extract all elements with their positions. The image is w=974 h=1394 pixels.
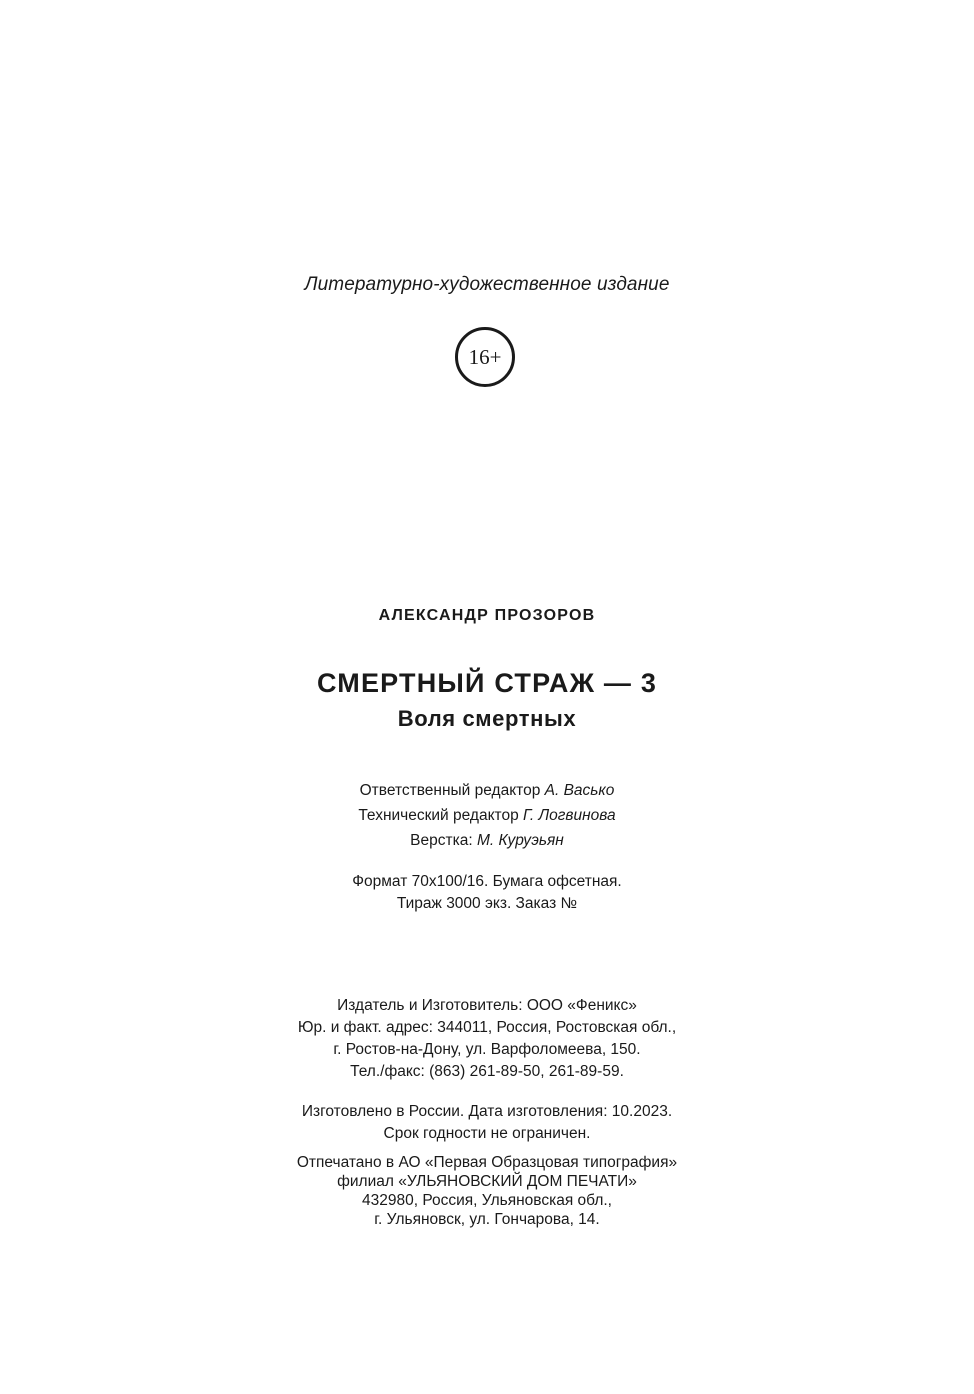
book-title: СМЕРТНЫЙ СТРАЖ — 3 [316,668,658,698]
publisher-line: Издатель и Изготовитель: ООО «Феникс» [337,997,637,1014]
printer-branch-line: филиал «УЛЬЯНОВСКИЙ ДОМ ПЕЧАТИ» [337,1173,637,1190]
credit-line-tech-editor [0,803,974,828]
author-name: АЛЕКСАНДР ПРОЗОРОВ [378,607,596,624]
address-city-line: г. Ростов-на-Дону, ул. Варфоломеева, 150. [333,1041,641,1058]
credit-person: А. Васько [544,782,615,799]
format-block [0,871,974,915]
format-line: Формат 70x100/16. Бумага офсетная. [352,873,622,890]
credit-line-layout [0,828,974,853]
credit-person: М. Куруэьян [476,832,564,849]
printer-address-line: 432980, Россия, Ульяновская обл., [362,1192,612,1209]
credit-role: Верстка: [410,832,473,849]
manufacture-block [0,1101,974,1145]
manufacture-date-line: Изготовлено в России. Дата изготовления: 10.2023. [301,1103,673,1120]
genre-label: Литературно-художественное издание [304,274,670,295]
printer-line: Отпечатано в АО «Первая Образцовая типография» [296,1154,678,1171]
print-run-line: Тираж 3000 экз. Заказ № [396,895,578,912]
phone-line: Тел./факс: (863) 261-89-50, 261-89-59. [350,1063,624,1080]
age-rating-badge: 16+ [455,327,515,387]
shelf-life-line: Срок годности не ограничен. [383,1125,591,1142]
credit-role: Технический редактор [358,807,519,824]
printer-block [0,1153,974,1229]
printer-city-line: г. Ульяновск, ул. Гончарова, 14. [374,1211,600,1228]
credit-person: Г. Логвинова [523,807,616,824]
address-line: Юр. и факт. адрес: 344011, Россия, Ростовская обл., [297,1019,677,1036]
credit-role: Ответственный редактор [359,782,541,799]
imprint-block [0,995,974,1083]
credit-line-editor [0,778,974,803]
book-subtitle: Воля смертных [397,706,577,731]
credits-block [0,778,974,853]
